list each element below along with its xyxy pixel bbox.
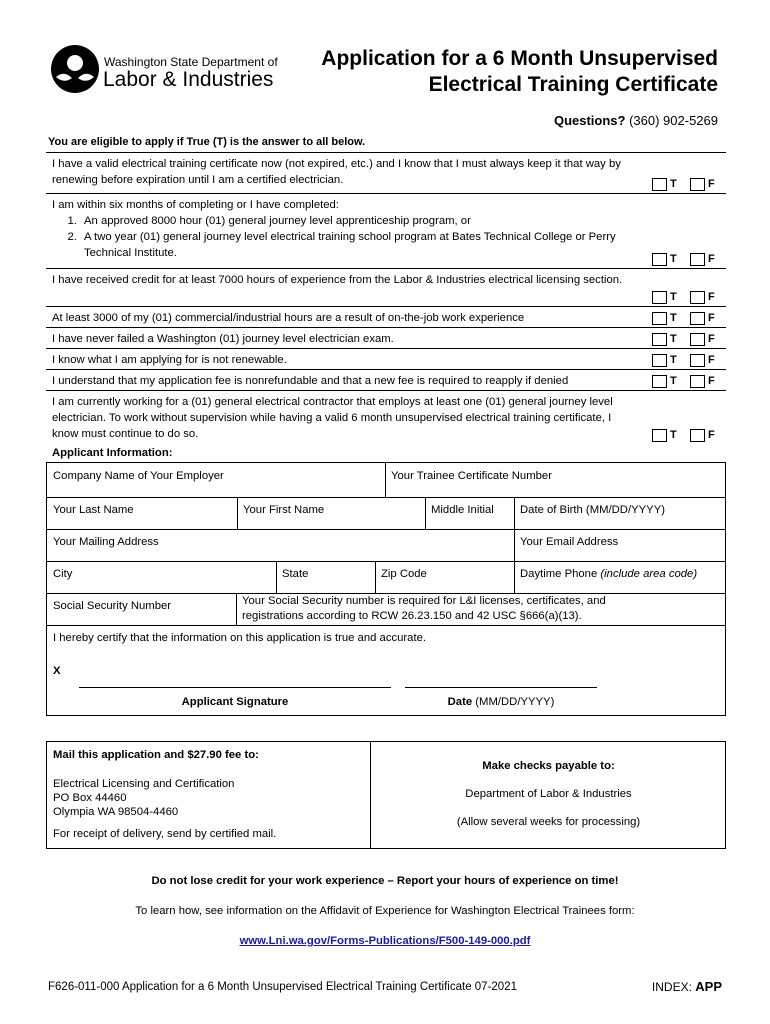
index-code [652, 979, 722, 994]
signature-label: Applicant Signature [181, 696, 289, 708]
eligibility-row [46, 194, 726, 269]
questions-label: Questions? [553, 113, 626, 128]
report-hours-warning: Do not lose credit for your work experience – Report your hours of experience on time! [151, 875, 619, 887]
mailing-address-field[interactable] [47, 529, 159, 550]
false-checkbox[interactable] [690, 354, 705, 367]
middle-initial-field[interactable] [425, 497, 494, 518]
processing-note: (Allow several weeks for processing) [456, 816, 641, 828]
true-label: T [670, 375, 677, 387]
date-caption [405, 689, 597, 710]
dob-field[interactable] [514, 497, 665, 518]
dob-label: Date of Birth (MM/DD/YYYY) [520, 504, 666, 516]
state-field[interactable] [276, 561, 308, 582]
true-label: T [670, 333, 677, 345]
false-label: F [708, 375, 715, 387]
questions-phone: (360) 902-5269 [625, 113, 718, 128]
ssn-note: Your Social Security number is required for L&I licenses, certificates, and registrations according to RCW 26.23.150 and 42 USC §666(a)(13). [242, 595, 606, 622]
true-false-choice [652, 251, 718, 267]
true-label: T [670, 178, 677, 190]
mail-to-section [53, 748, 276, 841]
true-label: T [670, 354, 677, 366]
zip-field[interactable] [375, 561, 427, 582]
certify-statement: I hereby certify that the information on this application is true and accurate. [53, 632, 427, 644]
trainee-cert-label: Your Trainee Certificate Number [391, 470, 552, 482]
eligibility-row [46, 349, 726, 370]
true-checkbox[interactable] [652, 178, 667, 191]
mailing-instructions-box [46, 741, 726, 849]
company-name-field[interactable] [47, 463, 224, 484]
false-checkbox[interactable] [690, 333, 705, 346]
eligibility-intro: You are eligible to apply if True (T) is the answer to all below. [48, 136, 366, 148]
index-value: APP [695, 979, 722, 994]
ssn-label: Social Security Number [53, 600, 172, 612]
true-checkbox[interactable] [652, 375, 667, 388]
state-label: State [282, 568, 309, 580]
last-name-field[interactable] [47, 497, 134, 518]
email-label: Your Email Address [520, 536, 619, 548]
mail-heading: Mail this application and $27.90 fee to: [53, 749, 259, 761]
affidavit-form-link[interactable]: www.Lni.wa.gov/Forms-Publications/F500-149-000.pdf [239, 935, 531, 947]
true-checkbox[interactable] [652, 333, 667, 346]
false-label: F [708, 429, 715, 441]
email-field[interactable] [514, 529, 618, 550]
true-checkbox[interactable] [652, 312, 667, 325]
date-format: (MM/DD/YYYY) [472, 696, 555, 708]
eligibility-row [46, 307, 726, 328]
applicant-info-grid [46, 462, 726, 716]
form-id-footer: F626-011-000 Application for a 6 Month Unsupervised Electrical Training Certificate 07-2021 [48, 981, 517, 993]
phone-note: (include area code) [600, 568, 698, 580]
phone-field[interactable] [514, 561, 697, 582]
applicant-info-heading: Applicant Information: [52, 447, 173, 459]
true-false-choice [652, 373, 718, 389]
city-field[interactable] [47, 561, 72, 582]
true-false-choice [652, 289, 718, 305]
trainee-cert-field[interactable] [385, 463, 552, 484]
lni-logo-mark-icon [50, 44, 100, 94]
zip-label: Zip Code [381, 568, 427, 580]
false-checkbox[interactable] [690, 429, 705, 442]
true-false-choice [652, 176, 718, 192]
receipt-note: For receipt of delivery, send by certified mail. [53, 828, 277, 840]
false-label: F [708, 291, 715, 303]
false-checkbox[interactable] [690, 312, 705, 325]
eligibility-row [46, 269, 726, 307]
eligibility-row [46, 391, 726, 444]
false-label: F [708, 312, 715, 324]
logo-department-text: Washington State Department of [104, 55, 278, 69]
phone-label: Daytime Phone [520, 568, 598, 580]
title-line-1: Application for a 6 Month Unsupervised [321, 47, 718, 70]
first-name-label: Your First Name [243, 504, 325, 516]
learn-how-text: To learn how, see information on the Affidavit of Experience for Washington Electrical Trainees form: [135, 905, 635, 917]
mail-address-line: PO Box 44460 [53, 792, 127, 804]
questions-contact [554, 113, 718, 128]
mail-address-line: Electrical Licensing and Certification [53, 778, 235, 790]
true-label: T [670, 291, 677, 303]
logo-agency-text: Labor & Industries [103, 68, 274, 91]
index-label: INDEX: [651, 980, 696, 994]
true-label: T [670, 429, 677, 441]
payee-name: Department of Labor & Industries [465, 788, 632, 800]
eligibility-subitem: 1. An approved 8000 hour (01) general journey level apprenticeship program, or [80, 213, 634, 229]
payable-section [371, 742, 726, 828]
eligibility-row [46, 370, 726, 391]
eligibility-sublist [52, 213, 634, 261]
eligibility-statement: I have never failed a Washington (01) journey level electrician exam. [52, 333, 394, 345]
false-checkbox[interactable] [690, 375, 705, 388]
eligibility-row [46, 153, 726, 194]
eligibility-table [46, 152, 726, 444]
title-line-2: Electrical Training Certificate [428, 73, 718, 96]
date-line[interactable] [405, 687, 597, 688]
eligibility-statement: I am within six months of completing or I have completed: [52, 199, 339, 211]
eligibility-subitem: 2. A two year (01) general journey level electrical training school program at Bates Technical College or Perry Technical Institute. [80, 229, 634, 261]
eligibility-statement: I have received credit for at least 7000 hours of experience from the Labor & Industries electrical licensing section. [52, 274, 623, 286]
ssn-field[interactable] [47, 593, 171, 614]
lni-logo [50, 44, 280, 104]
signature-line[interactable] [79, 687, 391, 688]
true-label: T [670, 253, 677, 265]
eligibility-statement: I know what I am applying for is not renewable. [52, 354, 287, 366]
affidavit-link-row [0, 935, 770, 947]
date-label: Date [447, 696, 473, 708]
eligibility-row [46, 328, 726, 349]
eligibility-statement: I am currently working for a (01) general electrical contractor that employs at least one (01) general journey level electrician. To work without supervision while having a valid 6 month unsupervised electrical training certificate, I know must continue to do so. [52, 396, 613, 440]
city-label: City [53, 568, 73, 580]
true-checkbox[interactable] [652, 429, 667, 442]
false-label: F [708, 178, 715, 190]
page-title [321, 46, 718, 98]
true-false-choice [652, 352, 718, 368]
first-name-field[interactable] [237, 497, 324, 518]
true-false-choice [652, 310, 718, 326]
true-false-choice [652, 427, 718, 443]
false-checkbox[interactable] [690, 253, 705, 266]
eligibility-statement: I understand that my application fee is nonrefundable and that a new fee is required to reapply if denied [52, 375, 569, 387]
eligibility-statement: At least 3000 of my (01) commercial/industrial hours are a result of on-the-job work experience [52, 312, 525, 324]
true-checkbox[interactable] [652, 253, 667, 266]
checks-heading: Make checks payable to: [482, 760, 615, 772]
last-name-label: Your Last Name [53, 504, 134, 516]
company-name-label: Company Name of Your Employer [53, 470, 224, 482]
signature-x-mark: X [53, 665, 61, 677]
false-checkbox[interactable] [690, 178, 705, 191]
mail-address-line: Olympia WA 98504-4460 [53, 806, 179, 818]
middle-initial-label: Middle Initial [431, 504, 494, 516]
false-label: F [708, 333, 715, 345]
true-false-choice [652, 331, 718, 347]
true-label: T [670, 312, 677, 324]
true-checkbox[interactable] [652, 354, 667, 367]
mailing-address-label: Your Mailing Address [53, 536, 159, 548]
true-checkbox[interactable] [652, 291, 667, 304]
eligibility-statement: I have a valid electrical training certificate now (not expired, etc.) and I know that I must always keep it that way by renewing before expiration until I am a certified electrician. [52, 158, 621, 186]
false-label: F [708, 354, 715, 366]
false-checkbox[interactable] [690, 291, 705, 304]
false-label: F [708, 253, 715, 265]
